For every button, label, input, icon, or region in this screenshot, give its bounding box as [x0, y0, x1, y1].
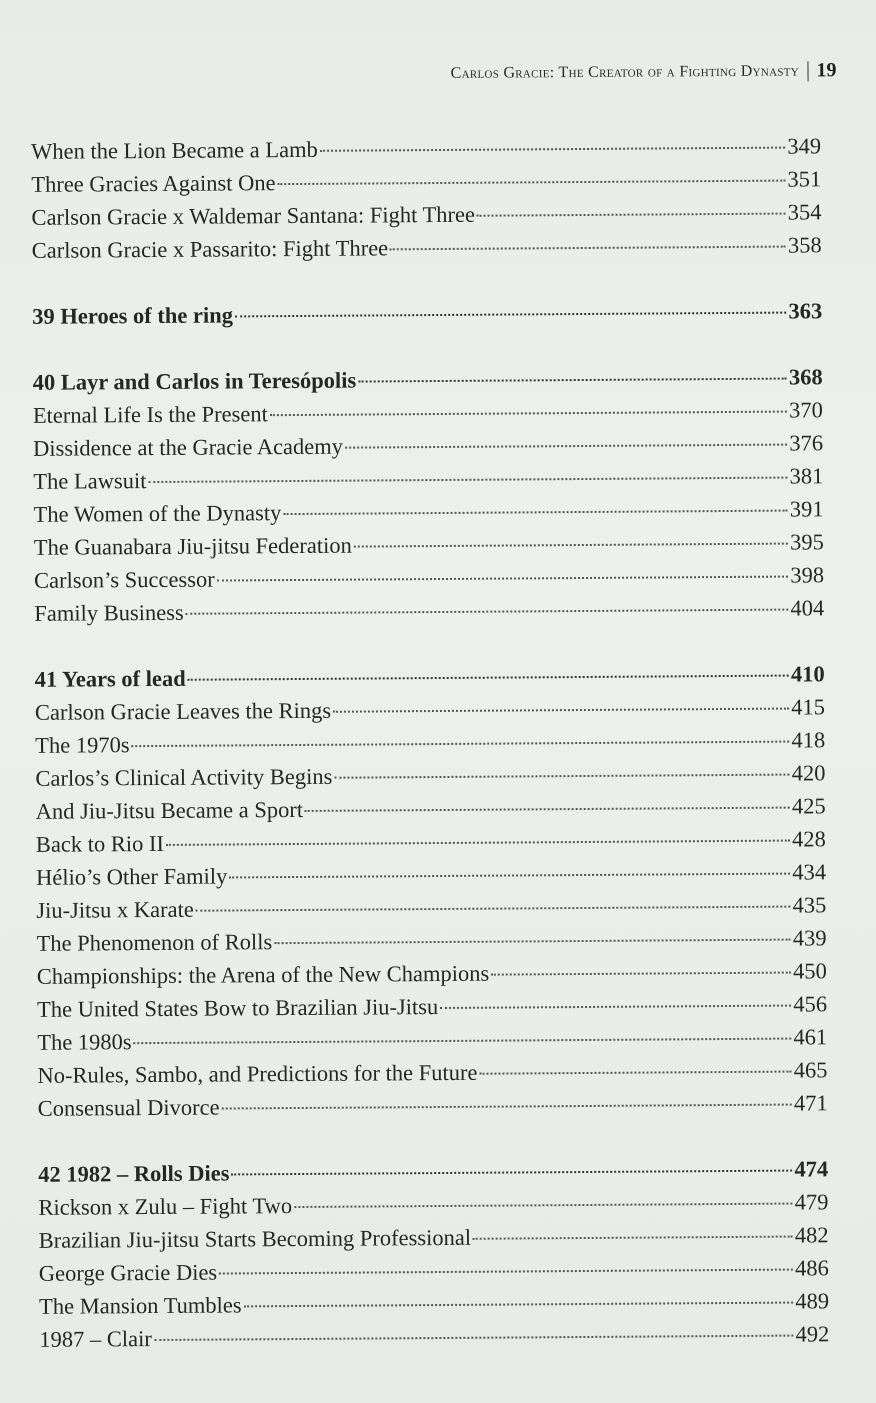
entry-page-number: 368 — [788, 364, 823, 390]
dot-leader — [440, 1005, 791, 1009]
dot-leader — [320, 147, 785, 152]
toc-entry — [35, 756, 825, 795]
entry-title: 40 Layr and Carlos in Teresópolis — [32, 367, 357, 395]
toc-entry — [33, 459, 823, 498]
dot-leader — [154, 1335, 794, 1341]
entry-title: 41 Years of lead — [34, 665, 186, 692]
entry-title: The Mansion Tumbles — [39, 1292, 242, 1319]
entry-title: Jiu-Jitsu x Karate — [36, 896, 194, 923]
dot-leader — [134, 1038, 792, 1045]
dot-leader — [473, 1236, 793, 1240]
dot-leader — [235, 312, 786, 318]
toc-entry — [38, 1086, 828, 1125]
toc-entry — [35, 723, 825, 762]
entry-page-number: 420 — [791, 760, 826, 786]
entry-page-number: 434 — [792, 859, 827, 885]
entry-title: Carlson Gracie Leaves the Rings — [34, 697, 332, 725]
dot-leader — [219, 1269, 793, 1275]
toc-entry — [31, 195, 821, 234]
entry-page-number: 376 — [789, 430, 824, 456]
toc-entry — [39, 1317, 829, 1356]
entry-title: Consensual Divorce — [37, 1094, 220, 1121]
entry-title: Three Gracies Against One — [31, 170, 276, 197]
toc-entry — [37, 987, 827, 1026]
entry-page-number: 471 — [793, 1090, 828, 1116]
entry-page-number: 465 — [793, 1057, 828, 1083]
toc-entry — [39, 1218, 829, 1257]
entry-title: The 1980s — [37, 1029, 132, 1055]
dot-leader — [333, 708, 789, 713]
toc-entry — [39, 1284, 829, 1323]
toc-entry — [34, 525, 824, 564]
dot-leader — [166, 840, 790, 846]
entry-page-number: 395 — [789, 529, 824, 555]
toc-entry — [36, 789, 826, 828]
page-number: 19 — [816, 59, 837, 82]
entry-title: Dissidence at the Gracie Academy — [33, 433, 344, 461]
entry-page-number: 363 — [788, 298, 823, 324]
entry-page-number: 482 — [794, 1222, 829, 1248]
header-divider — [807, 61, 809, 81]
entry-title: Carlos’s Clinical Activity Begins — [35, 763, 333, 791]
entry-page-number: 486 — [795, 1255, 829, 1281]
entry-title: Eternal Life Is the Present — [32, 401, 268, 428]
toc-entry — [31, 129, 821, 168]
dot-leader — [305, 807, 790, 812]
entry-title: The Women of the Dynasty — [33, 500, 282, 527]
dot-leader — [278, 180, 786, 186]
entry-title: Rickson x Zulu – Fight Two — [38, 1193, 293, 1220]
toc-entry — [33, 393, 823, 432]
entry-page-number: 354 — [787, 199, 822, 225]
dot-leader — [354, 543, 788, 548]
dot-leader — [294, 1203, 793, 1208]
dot-leader — [283, 510, 788, 516]
entry-page-number: 474 — [794, 1156, 829, 1182]
dot-leader — [231, 1170, 792, 1176]
entry-page-number: 358 — [787, 232, 822, 258]
entry-page-number: 489 — [795, 1288, 830, 1314]
toc-entry — [34, 591, 824, 630]
toc-chapter-entry — [35, 657, 825, 696]
dot-leader — [345, 444, 787, 449]
entry-title: 42 1982 – Rolls Dies — [38, 1160, 230, 1187]
dot-leader — [132, 741, 790, 748]
toc-entry — [36, 822, 826, 861]
dot-leader — [274, 939, 791, 945]
dot-leader — [229, 873, 790, 879]
dot-leader — [390, 246, 786, 251]
entry-title: Family Business — [34, 599, 184, 626]
entry-title: The 1970s — [35, 732, 130, 758]
section-gap — [32, 261, 822, 300]
dot-leader — [188, 675, 789, 681]
entry-page-number: 410 — [790, 661, 825, 687]
entry-title: The Lawsuit — [33, 468, 147, 494]
entry-page-number: 398 — [790, 562, 825, 588]
dot-leader — [196, 906, 791, 912]
entry-page-number: 425 — [791, 793, 826, 819]
toc-entry — [36, 921, 826, 960]
section-gap — [34, 624, 824, 663]
entry-title: When the Lion Became a Lamb — [30, 136, 318, 164]
entry-page-number: 479 — [794, 1189, 829, 1215]
entry-page-number: 450 — [792, 958, 827, 984]
table-of-contents — [31, 129, 830, 1355]
entry-page-number: 381 — [789, 463, 824, 489]
dot-leader — [491, 972, 791, 976]
entry-title: Carlson’s Successor — [33, 566, 215, 593]
entry-title: No-Rules, Sambo, and Predictions for the Future — [37, 1059, 478, 1088]
running-title: Carlos Gracie: The Creator of a Fighting Dynasty — [450, 61, 800, 82]
toc-entry — [33, 492, 823, 531]
dot-leader — [334, 774, 789, 779]
toc-chapter-entry — [32, 294, 822, 333]
running-head — [450, 59, 836, 85]
dot-leader — [244, 1302, 794, 1308]
entry-title: The United States Bow to Brazilian Jiu-Jitsu — [36, 994, 439, 1022]
dot-leader — [477, 213, 786, 217]
dot-leader — [217, 576, 789, 582]
entry-title: Hélio’s Other Family — [36, 863, 228, 890]
entry-title: George Gracie Dies — [38, 1259, 218, 1286]
entry-title: 1987 – Clair — [39, 1326, 152, 1352]
toc-entry — [32, 228, 822, 267]
entry-title: Championships: the Arena of the New Champions — [36, 960, 490, 989]
entry-title: The Phenomenon of Rolls — [36, 929, 273, 956]
toc-entry — [37, 954, 827, 993]
entry-page-number: 370 — [789, 397, 823, 423]
entry-page-number: 428 — [792, 826, 826, 852]
toc-entry — [37, 1020, 827, 1059]
entry-title: 39 Heroes of the ring — [32, 302, 234, 329]
toc-entry — [31, 162, 821, 201]
toc-chapter-entry — [38, 1152, 828, 1191]
toc-entry — [39, 1251, 829, 1290]
entry-title: Back to Rio II — [35, 830, 165, 857]
dot-leader — [479, 1071, 791, 1075]
toc-entry — [38, 1185, 828, 1224]
toc-chapter-entry — [33, 360, 823, 399]
entry-title: The Guanabara Jiu-jitsu Federation — [33, 532, 352, 560]
toc-entry — [34, 558, 824, 597]
entry-page-number: 391 — [789, 496, 824, 522]
entry-title: Carlson Gracie x Waldemar Santana: Fight Three — [31, 201, 476, 230]
entry-page-number: 415 — [791, 694, 826, 720]
entry-page-number: 456 — [793, 991, 828, 1017]
dot-leader — [148, 477, 787, 483]
entry-page-number: 461 — [793, 1024, 828, 1050]
entry-page-number: 492 — [795, 1321, 830, 1347]
entry-page-number: 349 — [787, 133, 822, 159]
dot-leader — [270, 411, 787, 417]
entry-title: Carlson Gracie x Passarito: Fight Three — [31, 235, 389, 263]
dot-leader — [358, 378, 787, 383]
dot-leader — [186, 609, 789, 615]
entry-page-number: 439 — [792, 925, 827, 951]
section-gap — [38, 1119, 828, 1158]
section-gap — [32, 327, 822, 366]
toc-entry — [36, 888, 826, 927]
entry-page-number: 404 — [790, 595, 825, 621]
entry-page-number: 418 — [791, 727, 826, 753]
entry-page-number: 435 — [792, 892, 827, 918]
toc-entry — [35, 690, 825, 729]
toc-entry — [33, 426, 823, 465]
toc-entry — [37, 1053, 827, 1092]
entry-title: And Jiu-Jitsu Became a Sport — [35, 796, 304, 824]
toc-entry — [36, 855, 826, 894]
entry-page-number: 351 — [787, 166, 822, 192]
entry-title: Brazilian Jiu-jitsu Starts Becoming Professional — [38, 1224, 472, 1253]
dot-leader — [222, 1104, 792, 1110]
